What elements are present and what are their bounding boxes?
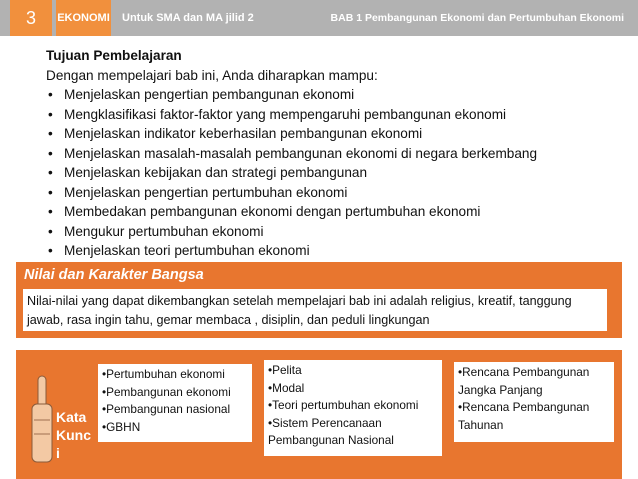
learning-objectives (46, 46, 626, 261)
keyword: •Teori pertumbuhan ekonomi (268, 398, 419, 412)
page-number: 3 (10, 0, 52, 36)
chapter-title: BAB 1 Pembangunan Ekonomi dan Pertumbuhan Ekonomi (330, 12, 624, 24)
objective-item: • Menjelaskan masalah-masalah pembangunan ekonomi di negara berkembang (46, 144, 626, 164)
objective-item: • Menjelaskan pengertian pembangunan ekonomi (46, 85, 626, 105)
book-title: Untuk SMA dan MA jilid 2 (122, 12, 254, 24)
keyword: •Sistem Perencanaan (268, 415, 382, 430)
objective-item: • Mengklasifikasi faktor-faktor yang mempengaruhi pembangunan ekonomi (46, 105, 626, 125)
objective-item: • Membedakan pembangunan ekonomi dengan pertumbuhan ekonomi (46, 202, 626, 222)
keyword: •GBHN (102, 419, 141, 434)
keyword: •Rencana Pembangunan (458, 400, 590, 414)
nilai-title: Nilai dan Karakter Bangsa (24, 267, 204, 283)
objective-item: • Menjelaskan kebijakan dan strategi pembangunan (46, 163, 626, 183)
kata-kunci-label: Kata Kunc i (56, 409, 91, 461)
nilai-karakter-box (16, 262, 622, 338)
keyword-column-3 (454, 362, 614, 442)
objectives-title: Tujuan Pembelajaran (46, 48, 182, 63)
keyword: •Pertumbuhan ekonomi (102, 367, 225, 381)
keyword: Tahunan (458, 417, 504, 432)
keyword: •Pelita (268, 363, 302, 377)
keyword: •Modal (268, 380, 305, 395)
objective-item: • Menjelaskan indikator keberhasilan pembangunan ekonomi (46, 124, 626, 144)
subject-tab: EKONOMI (56, 0, 111, 36)
objective-item: • Mengukur pertumbuhan ekonomi (46, 222, 626, 242)
nilai-body: Nilai-nilai yang dapat dikembangkan setelah mempelajari bab ini adalah religius, kreatif, tanggung jawab, rasa ingin tahu, gemar membaca , disiplin, dan peduli lingkungan (22, 288, 608, 332)
keyword: •Rencana Pembangunan (458, 365, 590, 379)
objectives-intro: Dengan mempelajari bab ini, Anda diharapkan mampu: (46, 67, 378, 83)
keyword: •Pembangunan ekonomi (102, 384, 231, 399)
objective-item: • Menjelaskan pengertian pertumbuhan ekonomi (46, 183, 626, 203)
keyword: Pembangunan Nasional (268, 433, 394, 447)
kata-kunci-box (16, 350, 622, 479)
keyword-column-1 (98, 364, 252, 442)
objective-item: • Menjelaskan teori pertumbuhan ekonomi (46, 241, 626, 261)
keyword: Jangka Panjang (458, 382, 543, 397)
page-header (0, 0, 638, 36)
keyword: •Pembangunan nasional (102, 402, 231, 416)
objectives-list (46, 85, 626, 261)
pointing-hand-icon (30, 374, 54, 464)
keyword-column-2 (264, 360, 442, 456)
